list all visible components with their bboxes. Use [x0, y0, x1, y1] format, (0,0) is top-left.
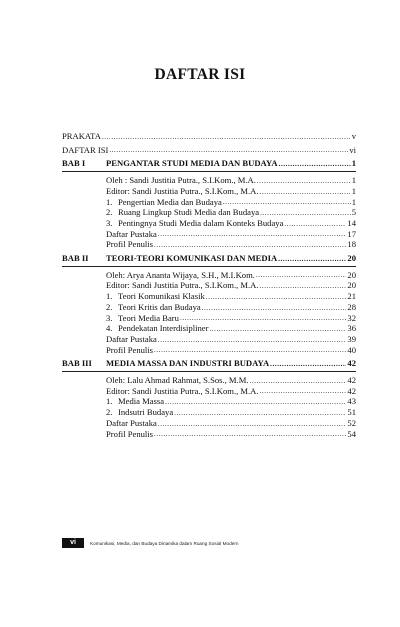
item-number: 3. [106, 217, 113, 228]
toc-row[interactable] [106, 345, 356, 356]
toc-entry-text: Daftar Pustaka [106, 228, 157, 239]
dot-leader [158, 334, 347, 345]
toc-row[interactable] [106, 375, 356, 386]
toc-entry-text [106, 313, 179, 324]
toc-row[interactable] [106, 207, 356, 218]
toc-row[interactable] [106, 396, 356, 407]
toc-row-prakata[interactable] [62, 131, 356, 142]
chapter-title: PENGANTAR STUDI MEDIA DAN BUDAYA [106, 158, 278, 169]
chapter-heading[interactable] [62, 253, 356, 264]
toc-row[interactable] [106, 270, 356, 281]
toc-page-number: 40 [347, 344, 356, 355]
item-label: Indsutri Budaya [118, 407, 174, 418]
chapter-divider [62, 266, 356, 267]
toc-entry-text: Daftar Pustaka [106, 417, 157, 428]
toc-page-number: 21 [347, 291, 356, 302]
toc-row[interactable] [106, 229, 356, 240]
dot-leader [284, 218, 346, 229]
toc-row-daftar-isi[interactable] [62, 145, 356, 156]
dot-leader [158, 418, 347, 429]
dot-leader [154, 429, 346, 440]
dot-leader [102, 131, 351, 142]
item-number: 2. [106, 407, 113, 418]
item-label: Ruang Lingkup Studi Media dan Budaya [118, 207, 260, 218]
dot-leader [250, 375, 347, 386]
toc-page-number: v [351, 131, 356, 141]
chapter-number: BAB I [62, 158, 86, 169]
toc-row[interactable] [106, 175, 356, 186]
chapter-title: MEDIA MASSA DAN INDUSTRI BUDAYA [106, 358, 270, 369]
dot-leader [158, 229, 347, 240]
chapter-number: BAB II [62, 253, 89, 264]
chapter-heading[interactable] [62, 358, 356, 369]
dot-leader [279, 158, 351, 169]
toc-entry-text: Oleh: Lalu Ahmad Rahmat, S.Sos., M.M. [106, 375, 249, 386]
toc-entry-text [106, 396, 164, 407]
dot-leader [180, 313, 346, 324]
toc-page-number: 42 [347, 358, 356, 369]
toc-entry-text: Profil Penulis [106, 344, 154, 355]
chapter-entries [106, 270, 356, 356]
item-number: 2. [106, 207, 113, 218]
chapter-title: TEORI-TEORI KOMUNIKASI DAN MEDIA [106, 253, 278, 264]
toc-entry-text: Oleh : Sandi Justitia Putra., S.I.Kom., M.A. [106, 175, 256, 186]
toc-row[interactable] [106, 407, 356, 418]
toc-row[interactable] [106, 386, 356, 397]
toc-page-number: 1 [351, 185, 356, 196]
chapter-divider [62, 171, 356, 172]
toc-page-number: 43 [347, 396, 356, 407]
dot-leader [209, 323, 346, 334]
toc-page-number: 17 [347, 228, 356, 239]
dot-leader [202, 302, 347, 313]
item-number: 1. [106, 291, 113, 302]
dot-leader [260, 280, 347, 291]
toc-page-number: 18 [347, 239, 356, 250]
chapter-divider [62, 371, 356, 372]
chapter-heading[interactable] [62, 158, 356, 169]
dot-leader [223, 197, 351, 208]
toc-entry-text [106, 207, 259, 218]
dot-leader [109, 145, 348, 156]
page-number-badge: vi [62, 538, 84, 548]
toc-entry-text: Daftar Pustaka [106, 333, 157, 344]
toc-page-number: 51 [347, 407, 356, 418]
dot-leader [256, 270, 346, 281]
toc-row[interactable] [106, 291, 356, 302]
toc-entry-text: DAFTAR ISI [62, 144, 109, 155]
item-number: 3. [106, 312, 113, 323]
page-title: DAFTAR ISI [154, 66, 246, 83]
dot-leader [260, 207, 351, 218]
toc-row[interactable] [106, 323, 356, 334]
toc-entry-text: PRAKATA [62, 131, 101, 141]
toc-entry-text: Editor: Sandi Justitia Putra., S.I.Kom., M.A. [106, 280, 259, 291]
item-label: Teori Komunikasi Klasik [118, 291, 205, 302]
toc-page-number: 32 [347, 312, 356, 323]
item-label: Pentingnya Studi Media dalam Konteks Budaya [118, 217, 284, 228]
dot-leader [206, 291, 347, 302]
toc-page-number: 54 [347, 428, 356, 439]
dot-leader [278, 253, 346, 264]
toc-row[interactable] [106, 186, 356, 197]
toc-row[interactable] [106, 280, 356, 291]
toc-row[interactable] [106, 197, 356, 208]
toc-entry-text [106, 302, 201, 313]
toc-entry-text [106, 197, 222, 208]
toc-row[interactable] [106, 239, 356, 250]
toc-entry-text [106, 323, 208, 334]
toc-page-number: 1 [351, 158, 356, 169]
toc-page-number: 28 [347, 301, 356, 312]
toc-row[interactable] [106, 429, 356, 440]
item-number: 1. [106, 196, 113, 207]
toc-entry-text: Editor: Sandi Justitia Putra., S.I.Kom., M.A. [106, 185, 259, 196]
toc-page-number: 42 [347, 375, 356, 386]
dot-leader [154, 239, 346, 250]
toc-page-number: 52 [347, 417, 356, 428]
chapter-number: BAB III [62, 358, 92, 369]
item-label: Pendekatan Interdisipliner [118, 323, 209, 334]
toc-entry-text: Editor: Sandi Justitia Putra., S.I.Kom., M.A. [106, 385, 259, 396]
item-label: Teori Kritis dan Budaya [118, 301, 201, 312]
toc-entry-text: Profil Penulis [106, 428, 154, 439]
dot-leader [154, 345, 346, 356]
toc-page-number: 5 [351, 207, 356, 218]
chapter-entries [106, 375, 356, 439]
chapter-entries [106, 175, 356, 250]
dot-leader [257, 175, 351, 186]
toc-page-number: 20 [347, 269, 356, 280]
toc-row[interactable] [106, 313, 356, 324]
item-label: Pengertian Media dan Budaya [118, 196, 222, 207]
dot-leader [174, 407, 346, 418]
dot-leader [165, 396, 346, 407]
toc-page-number: 36 [347, 323, 356, 334]
toc-page-number: vi [349, 144, 356, 155]
toc-row[interactable] [106, 218, 356, 229]
toc-page-number: 20 [347, 253, 356, 264]
item-number: 1. [106, 396, 113, 407]
toc-row[interactable] [106, 302, 356, 313]
table-of-contents [62, 131, 356, 439]
item-number: 2. [106, 301, 113, 312]
toc-page-number: 14 [347, 217, 356, 228]
toc-page-number: 42 [347, 385, 356, 396]
dot-leader [260, 186, 351, 197]
item-label: Media Massa [118, 396, 165, 407]
toc-page-number: 1 [351, 196, 356, 207]
toc-entry-text: Oleh: Arya Ananta Wijaya, S.H., M.I.Kom. [106, 269, 255, 280]
item-number: 4. [106, 323, 113, 334]
toc-page-number: 1 [351, 175, 356, 186]
running-footer-title: Komunikasi, Media, dan Budaya Dinamika dalam Ruang Sosial Modern [90, 540, 239, 546]
dot-leader [260, 386, 347, 397]
toc-row[interactable] [106, 334, 356, 345]
toc-entry-text: Profil Penulis [106, 239, 154, 250]
toc-entry-text [106, 407, 173, 418]
toc-entry-text [106, 291, 205, 302]
dot-leader [270, 358, 346, 369]
toc-page-number: 20 [347, 280, 356, 291]
toc-row[interactable] [106, 418, 356, 429]
page-footer [62, 538, 239, 548]
toc-page-number: 39 [347, 333, 356, 344]
toc-entry-text [106, 218, 283, 229]
item-label: Teori Media Baru [118, 312, 179, 323]
